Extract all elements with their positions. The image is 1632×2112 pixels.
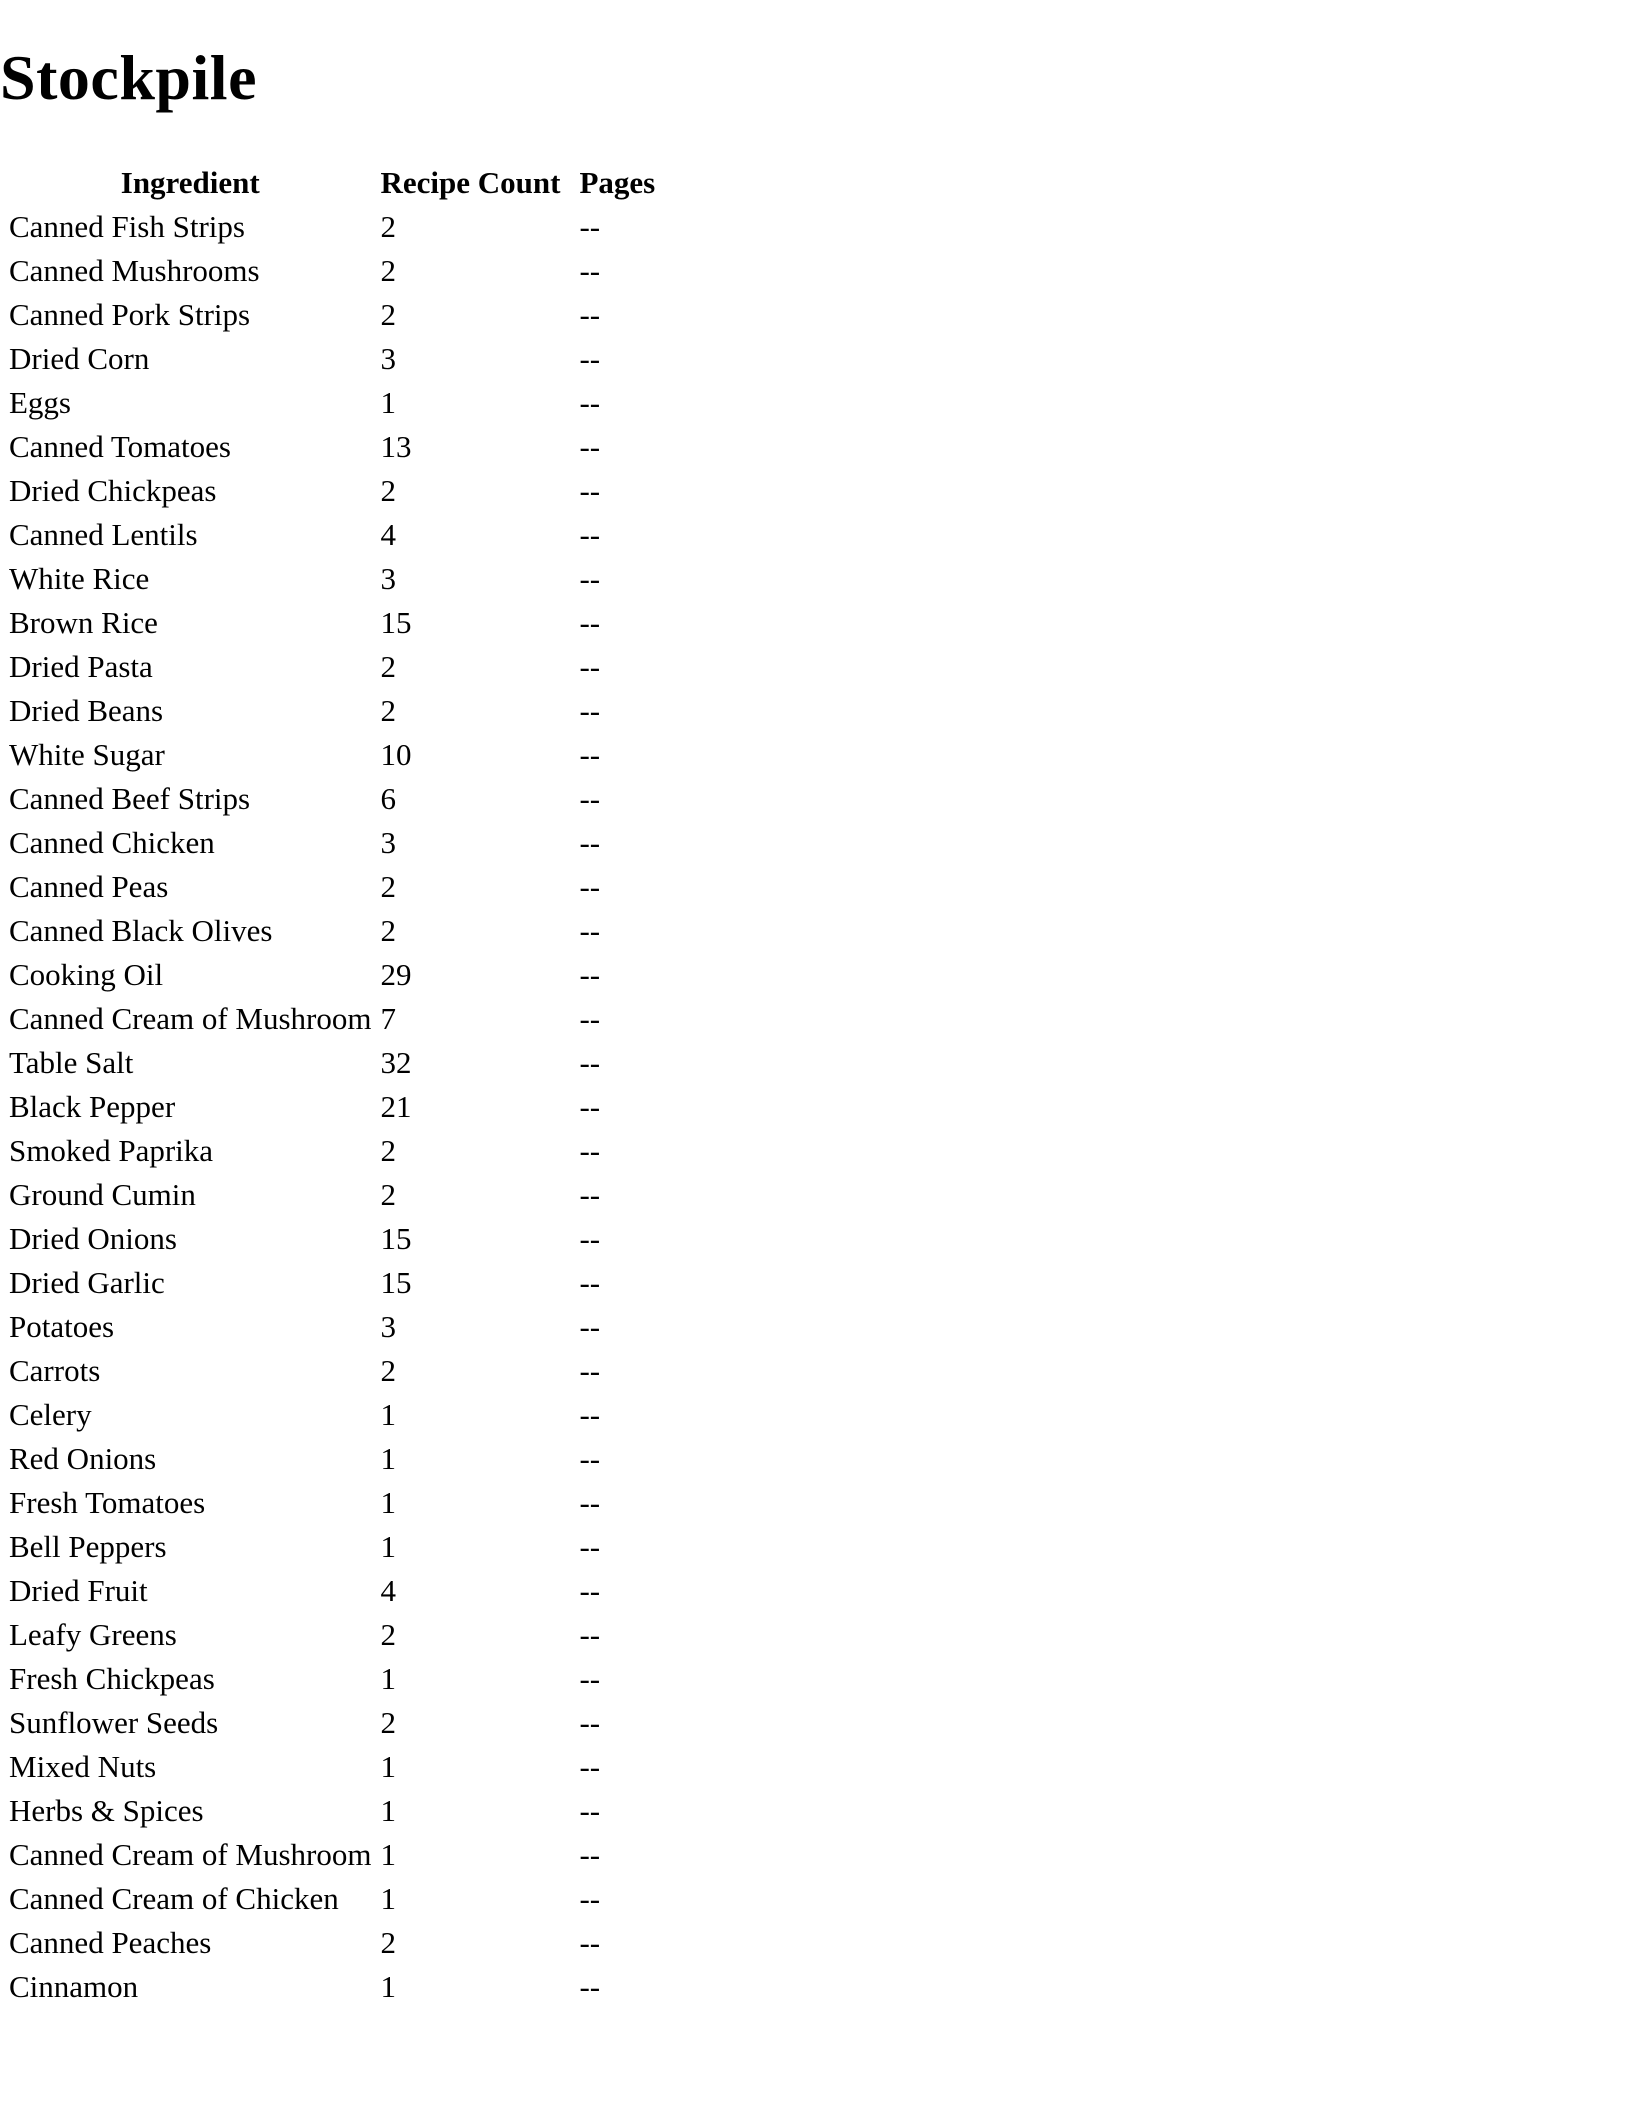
pages-cell: -- <box>579 825 601 860</box>
pages-cell: -- <box>579 1925 601 1960</box>
table-row <box>6 689 658 733</box>
ingredient-cell: Ground Cumin <box>9 1177 196 1212</box>
pages-cell: -- <box>579 429 601 464</box>
recipe-count-cell: 4 <box>380 517 396 552</box>
recipe-count-cell: 1 <box>380 1529 396 1564</box>
ingredient-cell: Black Pepper <box>9 1089 176 1124</box>
pages-cell: -- <box>579 561 601 596</box>
table-row <box>6 1833 658 1877</box>
table-row <box>6 777 658 821</box>
pages-cell: -- <box>579 1573 601 1608</box>
ingredient-cell: White Rice <box>9 561 150 596</box>
table-row <box>6 1701 658 1745</box>
ingredient-cell: Brown Rice <box>9 605 158 640</box>
pages-cell: -- <box>579 297 601 332</box>
table-row <box>6 425 658 469</box>
recipe-count-cell: 1 <box>380 1397 396 1432</box>
ingredient-cell: Canned Cream of Mushroom <box>9 1837 372 1872</box>
pages-cell: -- <box>579 737 601 772</box>
ingredient-cell: Canned Mushrooms <box>9 253 260 288</box>
header-row <box>6 161 658 205</box>
pages-cell: -- <box>579 1837 601 1872</box>
recipe-count-cell: 1 <box>380 1661 396 1696</box>
recipe-count-cell: 2 <box>380 913 396 948</box>
table-row <box>6 1481 658 1525</box>
pages-cell: -- <box>579 1749 601 1784</box>
recipe-count-cell: 13 <box>380 429 412 464</box>
recipe-count-cell: 10 <box>380 737 412 772</box>
recipe-count-cell: 4 <box>380 1573 396 1608</box>
table-row <box>6 1305 658 1349</box>
table-row <box>6 337 658 381</box>
pages-cell: -- <box>579 605 601 640</box>
table-row <box>6 953 658 997</box>
ingredient-cell: White Sugar <box>9 737 165 772</box>
ingredient-cell: Table Salt <box>9 1045 134 1080</box>
ingredient-cell: Eggs <box>9 385 71 420</box>
page-title: Stockpile <box>0 42 257 113</box>
table-row <box>6 249 658 293</box>
pages-cell: -- <box>579 649 601 684</box>
recipe-count-cell: 7 <box>380 1001 396 1036</box>
recipe-count-cell: 1 <box>380 1485 396 1520</box>
table-row <box>6 1261 658 1305</box>
recipe-count-cell: 2 <box>380 1925 396 1960</box>
ingredient-cell: Canned Black Olives <box>9 913 273 948</box>
table-row <box>6 1085 658 1129</box>
recipe-count-cell: 1 <box>380 1793 396 1828</box>
recipe-count-cell: 2 <box>380 1617 396 1652</box>
recipe-count-cell: 2 <box>380 649 396 684</box>
recipe-count-cell: 3 <box>380 825 396 860</box>
pages-cell: -- <box>579 1309 601 1344</box>
pages-cell: -- <box>579 1441 601 1476</box>
ingredient-cell: Canned Beef Strips <box>9 781 251 816</box>
pages-cell: -- <box>579 781 601 816</box>
recipe-count-cell: 3 <box>380 341 396 376</box>
table-row <box>6 1437 658 1481</box>
table-header <box>6 161 658 205</box>
table-row <box>6 1217 658 1261</box>
pages-cell: -- <box>579 1265 601 1300</box>
table-row <box>6 557 658 601</box>
pages-cell: -- <box>579 1969 601 2004</box>
ingredient-cell: Dried Chickpeas <box>9 473 217 508</box>
pages-cell: -- <box>579 253 601 288</box>
table-row <box>6 1657 658 1701</box>
table-row <box>6 1965 658 2009</box>
table-row <box>6 733 658 777</box>
ingredient-cell: Mixed Nuts <box>9 1749 157 1784</box>
table-row <box>6 469 658 513</box>
table-row <box>6 821 658 865</box>
table-row <box>6 513 658 557</box>
table-row <box>6 997 658 1041</box>
ingredient-cell: Dried Pasta <box>9 649 153 684</box>
ingredient-cell: Dried Onions <box>9 1221 177 1256</box>
recipe-count-cell: 2 <box>380 209 396 244</box>
table-row <box>6 1393 658 1437</box>
table-row <box>6 1173 658 1217</box>
recipe-count-cell: 2 <box>380 1177 396 1212</box>
ingredient-cell: Potatoes <box>9 1309 115 1344</box>
pages-cell: -- <box>579 1485 601 1520</box>
ingredient-cell: Fresh Chickpeas <box>9 1661 215 1696</box>
ingredient-cell: Canned Lentils <box>9 517 198 552</box>
pages-cell: -- <box>579 1529 601 1564</box>
ingredient-cell: Smoked Paprika <box>9 1133 214 1168</box>
pages-cell: -- <box>579 1045 601 1080</box>
pages-cell: -- <box>579 1133 601 1168</box>
recipe-count-cell: 1 <box>380 1969 396 2004</box>
ingredient-cell: Canned Chicken <box>9 825 215 860</box>
recipe-count-cell: 3 <box>380 1309 396 1344</box>
ingredient-cell: Fresh Tomatoes <box>9 1485 206 1520</box>
column-header-recipe-count: Recipe Count <box>380 165 561 200</box>
ingredient-cell: Canned Fish Strips <box>9 209 245 244</box>
table-row <box>6 1921 658 1965</box>
recipe-count-cell: 2 <box>380 473 396 508</box>
ingredient-cell: Canned Peaches <box>9 1925 212 1960</box>
recipe-count-cell: 2 <box>380 297 396 332</box>
pages-cell: -- <box>579 1617 601 1652</box>
recipe-count-cell: 1 <box>380 1837 396 1872</box>
column-header-pages: Pages <box>579 165 656 200</box>
pages-cell: -- <box>579 913 601 948</box>
table-row <box>6 1129 658 1173</box>
table-row <box>6 1877 658 1921</box>
recipe-count-cell: 2 <box>380 693 396 728</box>
ingredient-cell: Bell Peppers <box>9 1529 167 1564</box>
recipe-count-cell: 15 <box>380 605 412 640</box>
pages-cell: -- <box>579 1001 601 1036</box>
recipe-count-cell: 2 <box>380 253 396 288</box>
table-row <box>6 909 658 953</box>
recipe-count-cell: 1 <box>380 385 396 420</box>
pages-cell: -- <box>579 869 601 904</box>
pages-cell: -- <box>579 1221 601 1256</box>
ingredient-cell: Canned Cream of Chicken <box>9 1881 339 1916</box>
table-body <box>6 205 658 2009</box>
ingredient-cell: Celery <box>9 1397 92 1432</box>
pages-cell: -- <box>579 1793 601 1828</box>
pages-cell: -- <box>579 517 601 552</box>
recipe-count-cell: 2 <box>380 1705 396 1740</box>
ingredient-cell: Sunflower Seeds <box>9 1705 219 1740</box>
stockpile-table <box>3 161 661 2009</box>
pages-cell: -- <box>579 1089 601 1124</box>
pages-cell: -- <box>579 1705 601 1740</box>
table-row <box>6 381 658 425</box>
ingredient-cell: Red Onions <box>9 1441 157 1476</box>
pages-cell: -- <box>579 957 601 992</box>
column-header-ingredient: Ingredient <box>120 165 260 200</box>
recipe-count-cell: 1 <box>380 1441 396 1476</box>
recipe-count-cell: 2 <box>380 1353 396 1388</box>
ingredient-cell: Canned Peas <box>9 869 169 904</box>
table-row <box>6 1349 658 1393</box>
table-row <box>6 1745 658 1789</box>
recipe-count-cell: 2 <box>380 869 396 904</box>
pages-cell: -- <box>579 341 601 376</box>
table-row <box>6 1041 658 1085</box>
recipe-count-cell: 1 <box>380 1749 396 1784</box>
pages-cell: -- <box>579 1881 601 1916</box>
recipe-count-cell: 15 <box>380 1265 412 1300</box>
table-row <box>6 645 658 689</box>
table-row <box>6 1789 658 1833</box>
ingredient-cell: Canned Pork Strips <box>9 297 251 332</box>
recipe-count-cell: 32 <box>380 1045 412 1080</box>
table-row <box>6 1525 658 1569</box>
pages-cell: -- <box>579 385 601 420</box>
recipe-count-cell: 21 <box>380 1089 412 1124</box>
recipe-count-cell: 29 <box>380 957 412 992</box>
ingredient-cell: Dried Corn <box>9 341 150 376</box>
table-row <box>6 601 658 645</box>
pages-cell: -- <box>579 1397 601 1432</box>
ingredient-cell: Dried Beans <box>9 693 164 728</box>
pages-cell: -- <box>579 473 601 508</box>
ingredient-cell: Dried Garlic <box>9 1265 165 1300</box>
recipe-count-cell: 6 <box>380 781 396 816</box>
recipe-count-cell: 2 <box>380 1133 396 1168</box>
recipe-count-cell: 3 <box>380 561 396 596</box>
pages-cell: -- <box>579 1353 601 1388</box>
ingredient-cell: Carrots <box>9 1353 101 1388</box>
recipe-count-cell: 1 <box>380 1881 396 1916</box>
pages-cell: -- <box>579 209 601 244</box>
ingredient-cell: Canned Tomatoes <box>9 429 231 464</box>
ingredient-cell: Leafy Greens <box>9 1617 177 1652</box>
ingredient-cell: Canned Cream of Mushroom <box>9 1001 372 1036</box>
table-row <box>6 205 658 249</box>
table-row <box>6 1613 658 1657</box>
pages-cell: -- <box>579 1177 601 1212</box>
ingredient-cell: Cooking Oil <box>9 957 164 992</box>
ingredient-cell: Dried Fruit <box>9 1573 148 1608</box>
pages-cell: -- <box>579 693 601 728</box>
ingredient-cell: Herbs & Spices <box>9 1793 204 1828</box>
table-row <box>6 1569 658 1613</box>
pages-cell: -- <box>579 1661 601 1696</box>
table-row <box>6 293 658 337</box>
ingredient-cell: Cinnamon <box>9 1969 139 2004</box>
table-row <box>6 865 658 909</box>
recipe-count-cell: 15 <box>380 1221 412 1256</box>
